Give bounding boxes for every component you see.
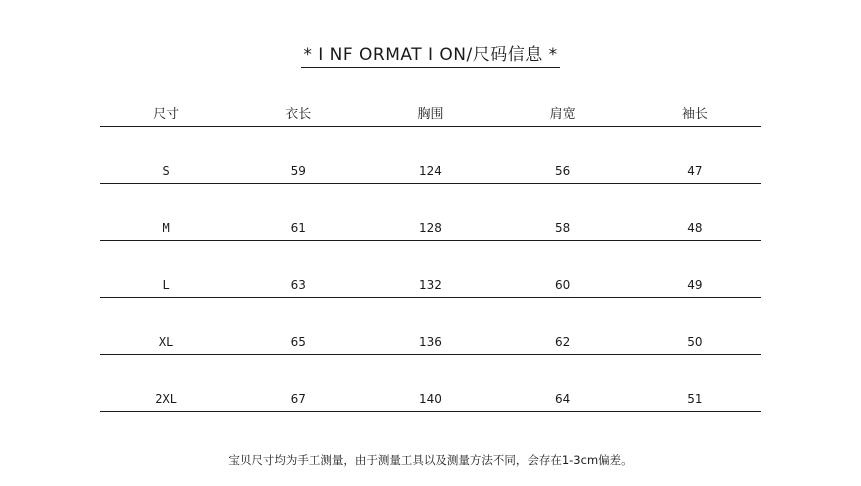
- cell-shoulder: 64: [497, 355, 629, 412]
- header-chest: 胸围: [364, 98, 496, 127]
- cell-size: S: [100, 127, 232, 184]
- header-sleeve: 袖长: [629, 98, 761, 127]
- cell-sleeve: 49: [629, 241, 761, 298]
- table-row: [100, 241, 761, 298]
- cell-shoulder: 62: [497, 298, 629, 355]
- cell-length: 67: [232, 355, 364, 412]
- cell-sleeve: 48: [629, 184, 761, 241]
- measurement-note: 宝贝尺寸均为手工测量，由于测量工具以及测量方法不同，会存在1-3cm偏差。: [228, 453, 633, 467]
- table-row: [100, 298, 761, 355]
- table-row: [100, 184, 761, 241]
- cell-sleeve: 51: [629, 355, 761, 412]
- page-title: [0, 44, 861, 68]
- table-row: [100, 127, 761, 184]
- cell-chest: 124: [364, 127, 496, 184]
- table-row: [100, 355, 761, 412]
- cell-length: 61: [232, 184, 364, 241]
- cell-sleeve: 50: [629, 298, 761, 355]
- cell-chest: 128: [364, 184, 496, 241]
- header-size: 尺寸: [100, 98, 232, 127]
- cell-length: 59: [232, 127, 364, 184]
- cell-length: 63: [232, 241, 364, 298]
- cell-chest: 136: [364, 298, 496, 355]
- cell-size: 2XL: [100, 355, 232, 412]
- cell-sleeve: 47: [629, 127, 761, 184]
- cell-chest: 132: [364, 241, 496, 298]
- cell-length: 65: [232, 298, 364, 355]
- header-length: 衣长: [232, 98, 364, 127]
- table-header-row: [100, 98, 761, 127]
- cell-shoulder: 58: [497, 184, 629, 241]
- cell-size: L: [100, 241, 232, 298]
- cell-size: M: [100, 184, 232, 241]
- size-table: [100, 98, 761, 412]
- title-text: * I NF ORMAT I ON/尺码信息 *: [301, 44, 559, 68]
- cell-size: XL: [100, 298, 232, 355]
- cell-chest: 140: [364, 355, 496, 412]
- cell-shoulder: 60: [497, 241, 629, 298]
- cell-shoulder: 56: [497, 127, 629, 184]
- header-shoulder: 肩宽: [497, 98, 629, 127]
